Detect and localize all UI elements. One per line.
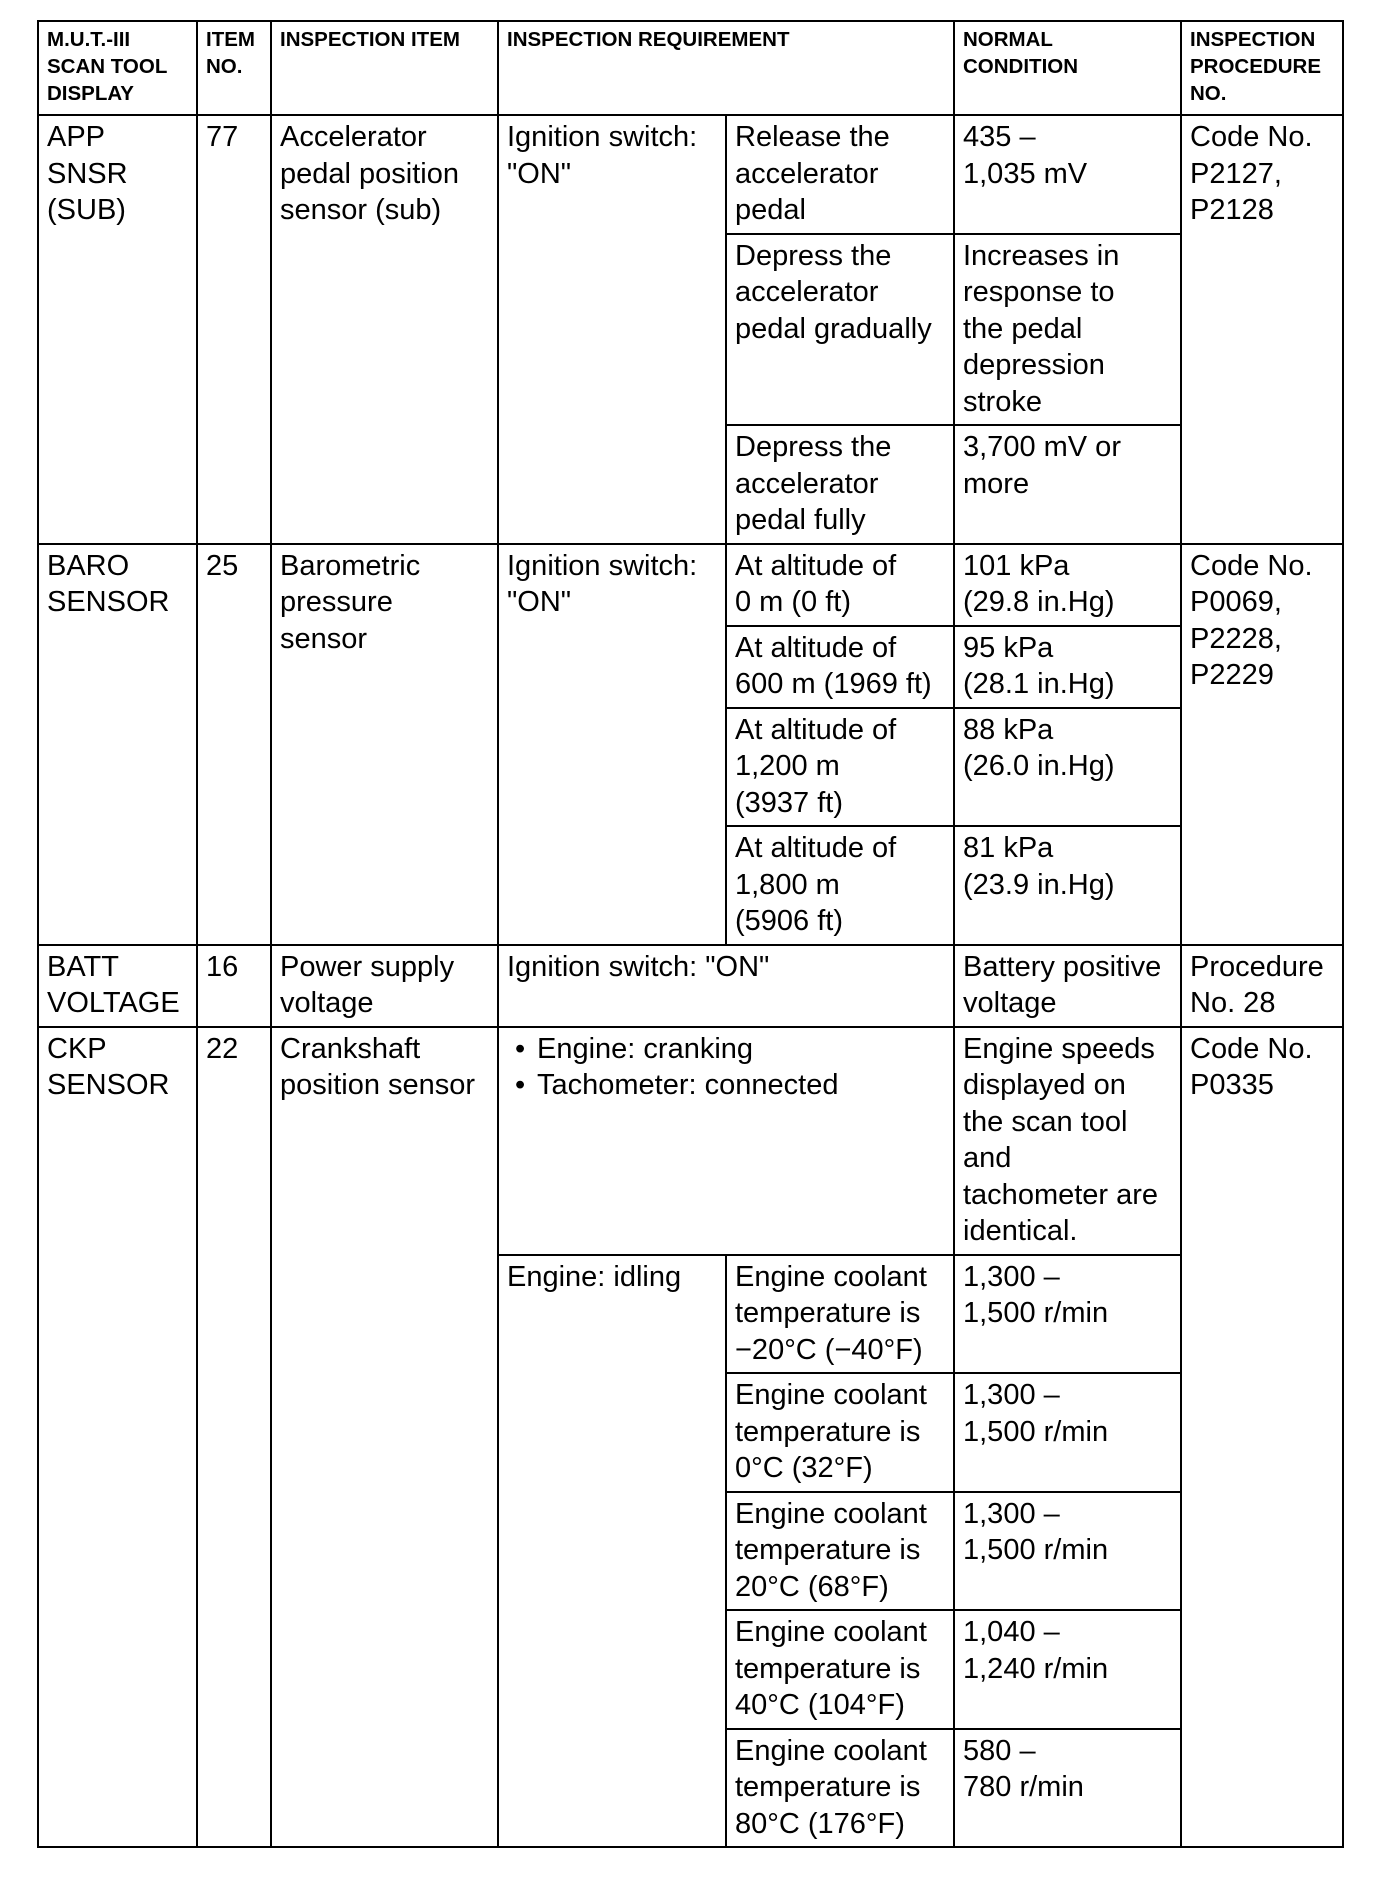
normal-condition-cell: Engine speeds displayed on the scan tool and tachometer are identical. — [954, 1027, 1181, 1255]
normal-condition-cell: 3,700 mV or more — [954, 425, 1181, 544]
condition-cell: Engine coolant temperature is 20°C (68°F) — [726, 1492, 954, 1611]
list-item: • Engine: cranking — [507, 1031, 945, 1068]
inspection-table — [37, 20, 1344, 1848]
table-row — [38, 544, 1343, 626]
condition-cell: At altitude of 0 m (0 ft) — [726, 544, 954, 626]
procedure-cell: Procedure No. 28 — [1181, 945, 1343, 1027]
condition-cell: At altitude of 1,800 m (5906 ft) — [726, 826, 954, 945]
header-inspection-requirement: INSPECTION REQUIREMENT — [498, 21, 954, 115]
item-no-cell: 22 — [197, 1027, 271, 1848]
normal-condition-cell: Increases in response to the pedal depression stroke — [954, 234, 1181, 426]
normal-condition-cell: Battery positive voltage — [954, 945, 1181, 1027]
list-item: • Tachometer: connected — [507, 1067, 945, 1104]
requirement-cell: Ignition switch: "ON" — [498, 544, 726, 945]
condition-cell: Release the accelerator pedal — [726, 115, 954, 234]
item-no-cell: 16 — [197, 945, 271, 1027]
header-procedure-no: INSPECTION PROCEDURE NO. — [1181, 21, 1343, 115]
normal-condition-cell: 81 kPa (23.9 in.Hg) — [954, 826, 1181, 945]
table-row — [38, 115, 1343, 234]
normal-condition-cell: 95 kPa (28.1 in.Hg) — [954, 626, 1181, 708]
normal-condition-cell: 88 kPa (26.0 in.Hg) — [954, 708, 1181, 827]
requirement-bullet-list — [507, 1031, 945, 1104]
normal-condition-cell: 435 – 1,035 mV — [954, 115, 1181, 234]
condition-cell: At altitude of 1,200 m (3937 ft) — [726, 708, 954, 827]
display-cell: BARO SENSOR — [38, 544, 197, 945]
normal-condition-cell: 1,300 – 1,500 r/min — [954, 1255, 1181, 1374]
table-row — [38, 1027, 1343, 1255]
normal-condition-cell: 1,040 – 1,240 r/min — [954, 1610, 1181, 1729]
requirement-cell: Ignition switch: "ON" — [498, 945, 954, 1027]
condition-cell: At altitude of 600 m (1969 ft) — [726, 626, 954, 708]
display-cell: BATT VOLTAGE — [38, 945, 197, 1027]
condition-cell: Engine coolant temperature is 40°C (104°F) — [726, 1610, 954, 1729]
inspection-item-cell: Accelerator pedal position sensor (sub) — [271, 115, 498, 544]
header-inspection-item: INSPECTION ITEM — [271, 21, 498, 115]
header-display: M.U.T.-III SCAN TOOL DISPLAY — [38, 21, 197, 115]
requirement-cell — [498, 1027, 954, 1255]
requirement-cell: Engine: idling — [498, 1255, 726, 1848]
condition-cell: Depress the accelerator pedal fully — [726, 425, 954, 544]
condition-cell: Engine coolant temperature is 0°C (32°F) — [726, 1373, 954, 1492]
item-no-cell: 25 — [197, 544, 271, 945]
condition-cell: Engine coolant temperature is 80°C (176°F) — [726, 1729, 954, 1848]
header-item-no: ITEM NO. — [197, 21, 271, 115]
requirement-cell: Ignition switch: "ON" — [498, 115, 726, 544]
inspection-item-cell: Crankshaft position sensor — [271, 1027, 498, 1848]
normal-condition-cell: 101 kPa (29.8 in.Hg) — [954, 544, 1181, 626]
normal-condition-cell: 1,300 – 1,500 r/min — [954, 1373, 1181, 1492]
header-normal-condition: NORMAL CONDITION — [954, 21, 1181, 115]
inspection-item-cell: Power supply voltage — [271, 945, 498, 1027]
normal-condition-cell: 1,300 – 1,500 r/min — [954, 1492, 1181, 1611]
normal-condition-cell: 580 – 780 r/min — [954, 1729, 1181, 1848]
display-cell: APP SNSR (SUB) — [38, 115, 197, 544]
condition-cell: Depress the accelerator pedal gradually — [726, 234, 954, 426]
procedure-cell: Code No. P2127, P2128 — [1181, 115, 1343, 544]
item-no-cell: 77 — [197, 115, 271, 544]
header-row — [38, 21, 1343, 115]
table-row — [38, 945, 1343, 1027]
inspection-item-cell: Barometric pressure sensor — [271, 544, 498, 945]
condition-cell: Engine coolant temperature is −20°C (−40°F) — [726, 1255, 954, 1374]
procedure-cell: Code No. P0335 — [1181, 1027, 1343, 1848]
display-cell: CKP SENSOR — [38, 1027, 197, 1848]
procedure-cell: Code No. P0069, P2228, P2229 — [1181, 544, 1343, 945]
